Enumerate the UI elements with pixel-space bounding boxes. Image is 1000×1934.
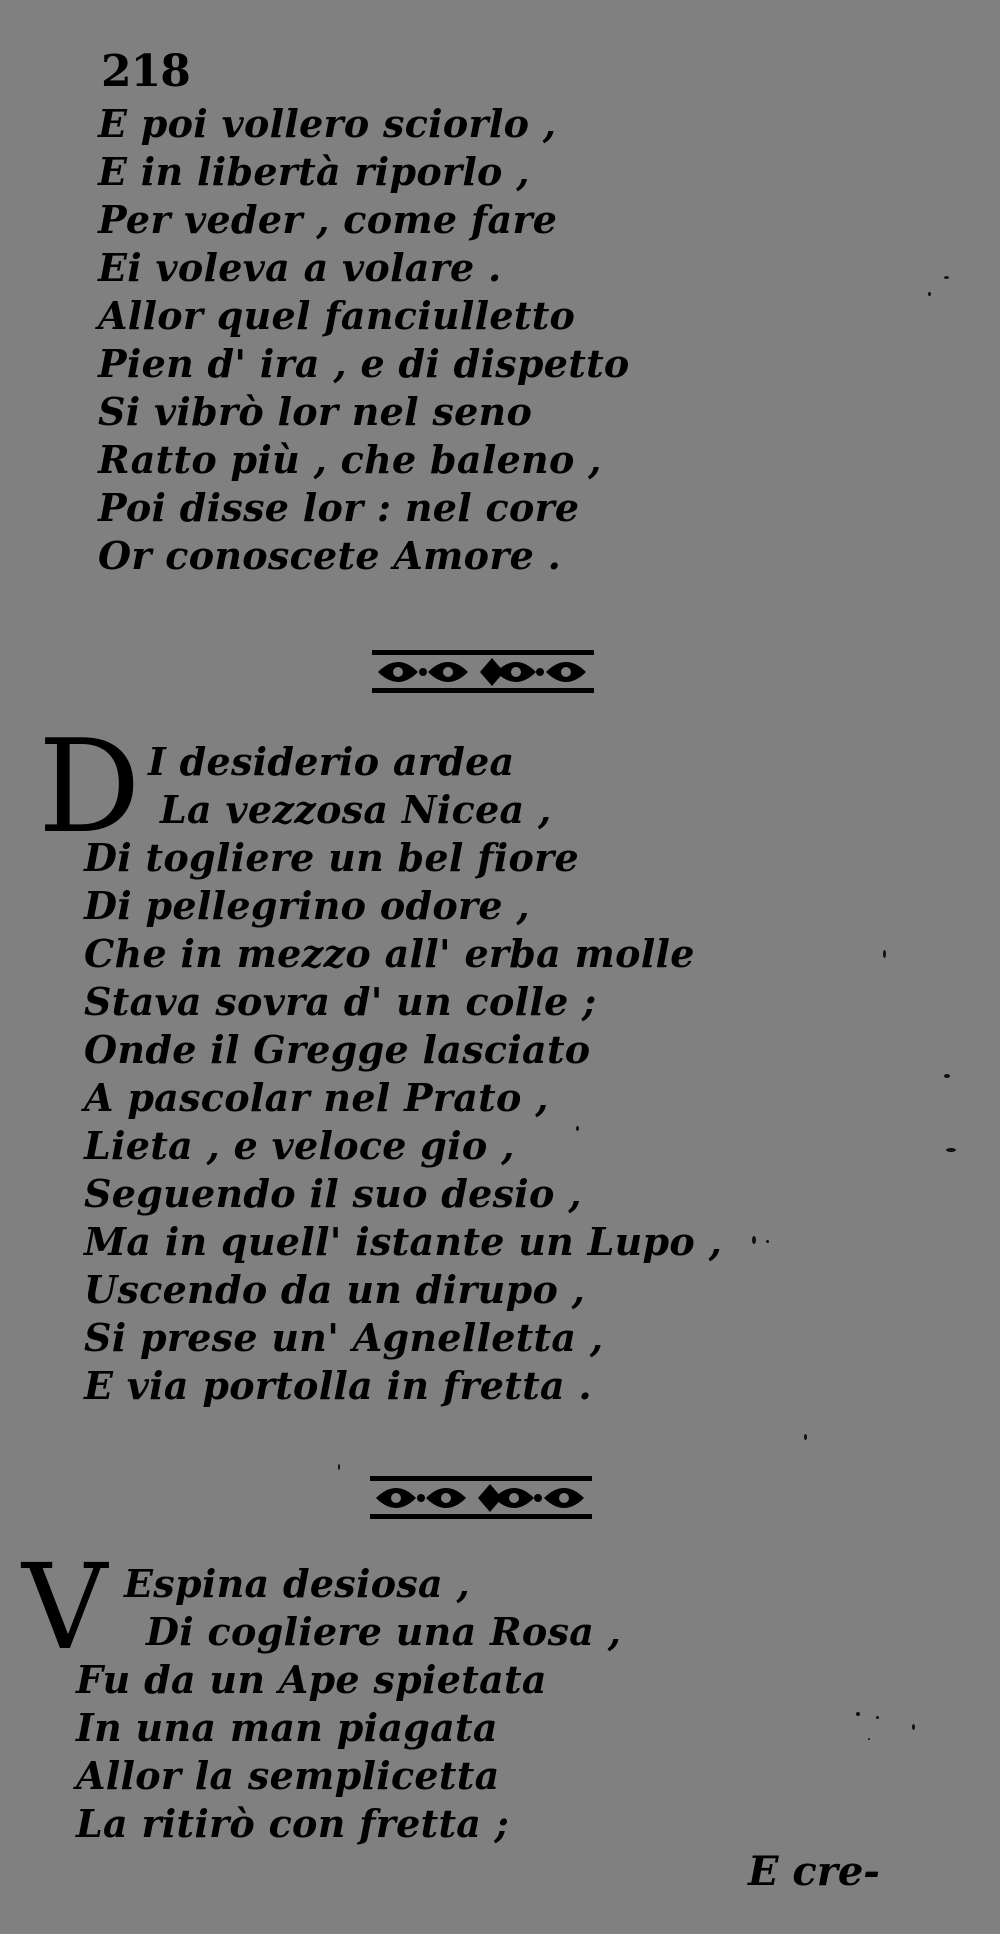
poem-1 [98, 100, 630, 580]
verse-line: Fu da un Ape spietata [76, 1657, 547, 1702]
verse-line: Espina desiosa , [124, 1561, 471, 1606]
page-number: 218 [101, 46, 190, 97]
scan-speck [928, 292, 931, 296]
scan-speck [876, 1716, 879, 1719]
verse-line: In una man piagata [76, 1705, 498, 1750]
scan-speck [944, 276, 949, 279]
verse-line: Si vibrò lor nel seno [98, 389, 533, 434]
poem-2-body [84, 834, 722, 1410]
verse-line: A pascolar nel Prato , [84, 1075, 549, 1120]
verse-line: La ritirò con fretta ; [76, 1801, 510, 1846]
verse-line: Allor la semplicetta [76, 1753, 500, 1798]
printer-ornament [366, 1472, 596, 1524]
verse-line: Uscendo da un dirupo , [84, 1267, 586, 1312]
scan-speck [338, 1464, 340, 1470]
scan-speck [946, 1148, 956, 1152]
scan-speck [912, 1724, 915, 1730]
poem-3-body [76, 1656, 547, 1848]
drop-cap: V [22, 1538, 108, 1676]
poem-3-head [124, 1560, 621, 1656]
scan-speck [576, 1126, 579, 1131]
poem-2-head [148, 738, 552, 834]
verse-line: E via portolla in fretta . [84, 1363, 592, 1408]
verse-line: Di togliere un bel fiore [84, 835, 579, 880]
verse-line: Pien d' ira , e di dispetto [98, 341, 630, 386]
scan-speck [804, 1434, 807, 1440]
verse-line: Per veder , come fare [98, 197, 558, 242]
verse-line: Di pellegrino odore , [84, 883, 530, 928]
scan-speck [944, 1074, 950, 1078]
verse-line: Stava sovra d' un colle ; [84, 979, 597, 1024]
scan-speck [883, 950, 886, 958]
drop-cap: D [38, 713, 141, 862]
verse-line: E poi vollero sciorlo , [98, 101, 557, 146]
verse-line: Che in mezzo all' erba molle [84, 931, 695, 976]
printer-ornament [368, 646, 598, 698]
verse-line: I desiderio ardea [148, 739, 515, 784]
verse-line: Ratto più , che baleno , [98, 437, 602, 482]
verse-line: La vezzosa Nicea , [160, 787, 552, 832]
verse-line: Ei voleva a volare . [98, 245, 502, 290]
catchword: E cre- [748, 1848, 880, 1895]
verse-line: Di cogliere una Rosa , [146, 1609, 622, 1654]
verse-line: Poi disse lor : nel core [98, 485, 580, 530]
scan-speck [856, 1712, 860, 1716]
verse-line: Ma in quell' istante un Lupo , [84, 1219, 723, 1264]
scan-speck [868, 1738, 870, 1740]
verse-line: Lieta , e veloce gio , [84, 1123, 515, 1168]
verse-line: E in libertà riporlo , [98, 149, 530, 194]
verse-line: Allor quel fanciulletto [98, 293, 576, 338]
verse-line: Or conoscete Amore . [98, 533, 562, 578]
scan-speck [766, 1240, 769, 1243]
verse-line: Si prese un' Agnelletta , [84, 1315, 604, 1360]
verse-line: Onde il Gregge lasciato [84, 1027, 591, 1072]
scan-speck [752, 1236, 756, 1244]
verse-line: Seguendo il suo desio , [84, 1171, 582, 1216]
